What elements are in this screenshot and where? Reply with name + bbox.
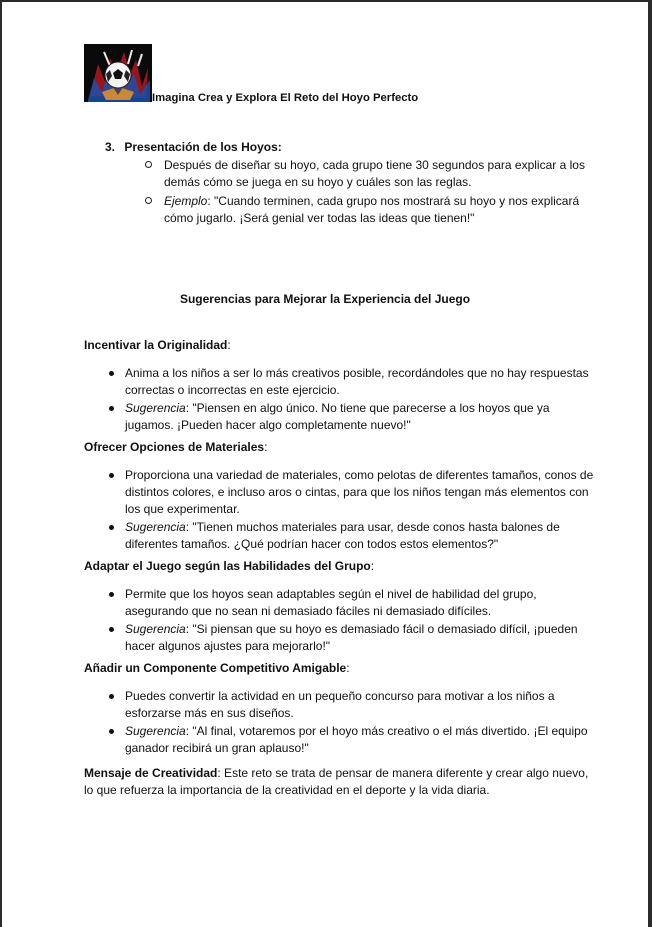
- heading-colon: :: [370, 559, 375, 573]
- section-heading: [84, 660, 594, 677]
- bullet-list: [84, 586, 594, 655]
- item-text: : "Piensen en algo único. No tiene que parecerse a los hoyos que ya jugamos. ¡Pueden hacer algo completamente nuevo!": [125, 401, 550, 432]
- list-item: [125, 723, 594, 757]
- document-page: [2, 2, 648, 927]
- heading-text: Incentivar la Originalidad: [84, 338, 228, 352]
- list-item: [164, 193, 585, 227]
- bullet-list: [84, 688, 594, 757]
- item-text: Permite que los hoyos sean adaptables según el nivel de habilidad del grupo, asegurando que no sean ni demasiado fáciles ni demasiado difíciles.: [125, 587, 537, 618]
- item-label: Sugerencia: [125, 520, 186, 534]
- suggestions-content: [84, 337, 594, 799]
- item-label: Sugerencia: [125, 622, 186, 636]
- item-text: : "Cuando terminen, cada grupo nos mostrará su hoyo y nos explicará cómo jugarlo. ¡Será genial ver todas las ideas que tienen!": [164, 194, 580, 225]
- list-item: [125, 621, 594, 655]
- bullet-icon: [109, 371, 114, 376]
- suggestion-section: [84, 558, 594, 655]
- section-presentacion-hoyos: [105, 140, 585, 229]
- circle-bullet-icon: [145, 161, 152, 168]
- item-label: Sugerencia: [125, 401, 186, 415]
- final-text: : Este reto se trata de pensar de manera diferente y crear algo nuevo, lo que refuerza la importancia de la creatividad en el deporte y la vida diaria.: [84, 766, 589, 797]
- item-text: : "Tienen muchos materiales para usar, desde conos hasta balones de diferentes tamaños. ¿Qué podrían hacer con todos estos elementos?": [125, 520, 560, 551]
- heading-text: Ofrecer Opciones de Materiales: [84, 440, 265, 454]
- section-heading: [84, 558, 594, 575]
- soccer-ball-logo-icon: [84, 44, 152, 102]
- section-number: 3.: [105, 140, 116, 154]
- heading-colon: :: [264, 440, 268, 454]
- item-text: : "Si piensan que su hoyo es demasiado fácil o demasiado difícil, ¡pueden hacer algunos ajustes para mejorarlo!": [125, 622, 578, 653]
- list-item: [125, 365, 594, 399]
- sub-list: [105, 157, 585, 227]
- bullet-icon: [109, 729, 114, 734]
- list-item: [125, 688, 594, 722]
- final-message: [84, 765, 594, 799]
- bullet-list: [84, 467, 594, 553]
- bullet-icon: [109, 694, 114, 699]
- item-text: Puedes convertir la actividad en un pequeño concurso para motivar a los niños a esforzarse más en sus diseños.: [125, 689, 555, 720]
- list-item: [125, 586, 594, 620]
- document-title: Imagina Crea y Explora El Reto del Hoyo Perfecto: [152, 92, 419, 104]
- item-text: Proporciona una variedad de materiales, como pelotas de diferentes tamaños, conos de distintos colores, e incluso aros o cintas, para que los niños tengan más elementos con los que experimentar.: [125, 468, 594, 516]
- main-title: Sugerencias para Mejorar la Experiencia del Juego: [179, 292, 471, 306]
- item-text: Después de diseñar su hoyo, cada grupo tiene 30 segundos para explicar a los demás cómo se juega en su hoyo y cuáles son las reglas.: [164, 158, 585, 189]
- heading-colon: :: [346, 661, 350, 675]
- bullet-list: [84, 365, 594, 434]
- list-item: [125, 467, 594, 518]
- bullet-icon: [109, 473, 114, 478]
- circle-bullet-icon: [145, 197, 152, 204]
- list-item: [125, 400, 594, 434]
- item-text: : "Al final, votaremos por el hoyo más creativo o el más divertido. ¡El equipo ganador recibirá un gran aplauso!": [125, 724, 588, 755]
- section-heading: [84, 337, 594, 354]
- suggestion-section: [84, 660, 594, 757]
- heading-colon: :: [227, 338, 231, 352]
- suggestion-section: [84, 337, 594, 434]
- bullet-icon: [109, 525, 114, 530]
- section-heading: [84, 439, 594, 456]
- list-item: [164, 157, 585, 191]
- section-3-heading: [105, 140, 585, 154]
- final-heading: Mensaje de Creatividad: [84, 766, 218, 780]
- suggestion-section: [84, 439, 594, 553]
- item-text: Anima a los niños a ser lo más creativos posible, recordándoles que no hay respuestas correctas o incorrectas en este ejercicio.: [125, 366, 589, 397]
- list-item: [125, 519, 594, 553]
- heading-text: Añadir un Componente Competitivo Amigable: [84, 661, 347, 675]
- item-label: Sugerencia: [125, 724, 186, 738]
- heading-text: Adaptar el Juego según las Habilidades del Grupo: [84, 559, 371, 573]
- bullet-icon: [109, 592, 114, 597]
- bullet-icon: [109, 627, 114, 632]
- item-label: Ejemplo: [164, 194, 208, 208]
- bullet-icon: [109, 406, 114, 411]
- section-title: Presentación de los Hoyos:: [124, 140, 282, 154]
